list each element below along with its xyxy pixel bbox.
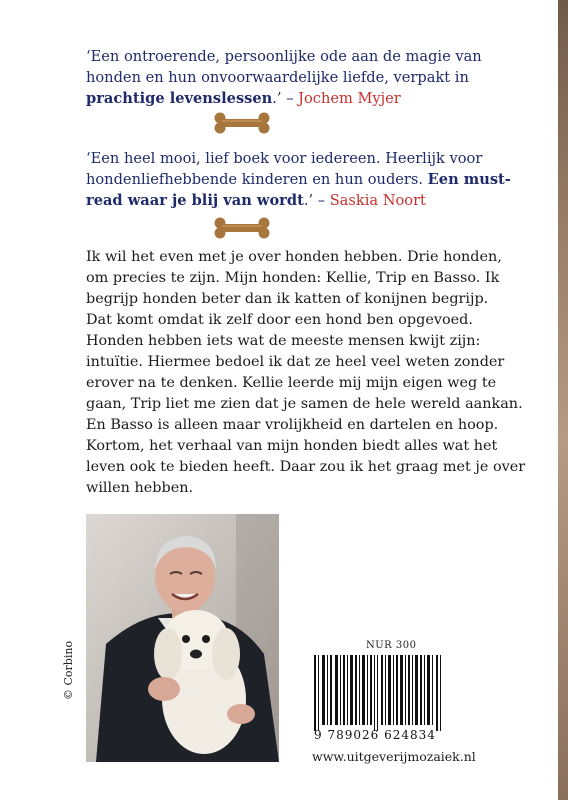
author-photo — [86, 514, 279, 762]
blurb-line: om precies te zijn. Mijn honden: Kellie, Trip en Basso. Ik — [86, 270, 500, 286]
quote-author: Jochem Myjer — [298, 90, 401, 107]
isbn-digits: 9 789026 624834 — [314, 728, 436, 742]
blurb-line: Ik wil het even met je over honden hebben. Drie honden, — [86, 249, 502, 265]
blurb-line: En Basso is alleen maar vrolijkheid en dartelen en hoop. — [86, 417, 499, 433]
photo-credit: © Corbino — [62, 640, 75, 700]
blurb-line: begrijp honden beter dan ik katten of konijnen begrijp. — [86, 291, 489, 307]
nur-code: NUR 300 — [366, 640, 417, 651]
blurb-line: Honden hebben iets wat de meeste mensen kwijt zijn: — [86, 333, 481, 349]
blurb-line: gaan, Trip liet me zien dat je samen de hele wereld aankan. — [86, 396, 523, 412]
quote-tail: .’ – — [272, 90, 299, 107]
cover-edge-strip — [558, 0, 568, 800]
review-quote-2 — [86, 148, 526, 211]
blurb-line: willen hebben. — [86, 480, 194, 496]
author-with-dog-illustration — [86, 514, 279, 762]
review-quote-1 — [86, 46, 526, 109]
dog-bone-icon — [212, 112, 272, 134]
blurb-line: leven ook te bieden heeft. Daar zou ik het graag met je over — [86, 459, 526, 475]
dog-bone-icon — [212, 217, 272, 239]
quote-text: ‘Een heel mooi, lief boek voor iedereen. Heerlijk voor hondenliefhebbende kinderen en hun ouders. — [86, 150, 483, 188]
quote-text: ‘Een ontroerende, persoonlijke ode aan de magie van honden en hun onvoorwaardelijke liefde, verpakt in — [86, 48, 482, 86]
quote-highlight: Een must-read waar je blij van wordt — [86, 171, 511, 209]
blurb-line: intuïtie. Hiermee bedoel ik dat ze heel veel weten zonder — [86, 354, 505, 370]
quote-tail: .’ – — [303, 192, 330, 209]
blurb-text — [86, 247, 531, 499]
quote-highlight: prachtige levenslessen — [86, 90, 273, 107]
quote-author: Saskia Noort — [329, 192, 426, 209]
blurb-line: Dat komt omdat ik zelf door een hond ben opgevoed. — [86, 312, 473, 328]
blurb-line: erover na te denken. Kellie leerde mij mijn eigen weg te — [86, 375, 497, 391]
publisher-website[interactable]: www.uitgeverijmozaiek.nl — [312, 749, 476, 764]
blurb-line: Kortom, het verhaal van mijn honden biedt alles wat het — [86, 438, 498, 454]
